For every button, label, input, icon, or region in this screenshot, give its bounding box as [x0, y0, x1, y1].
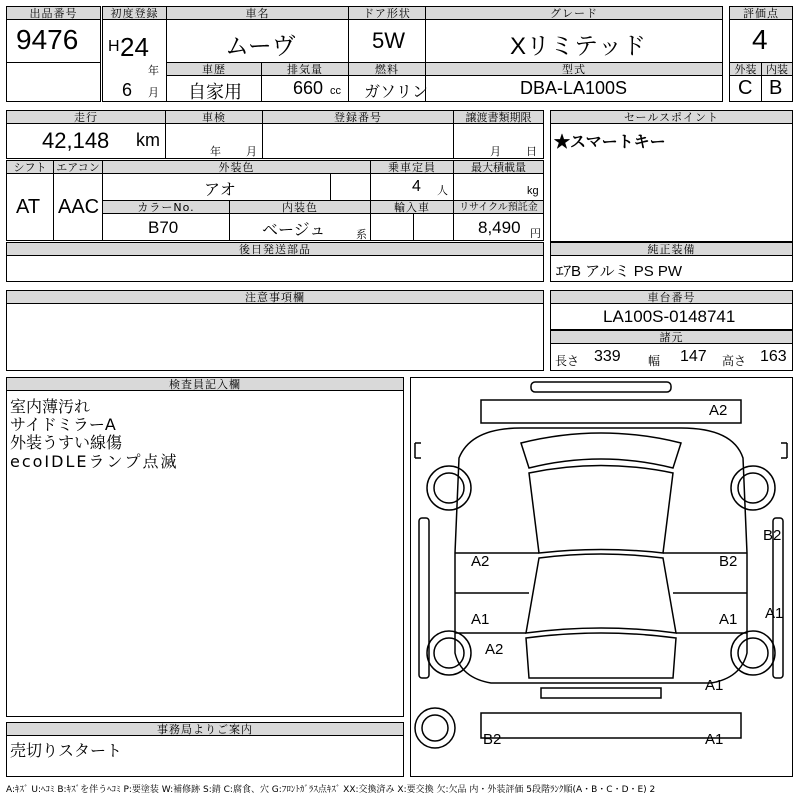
- name-label: 車名: [166, 6, 349, 20]
- inspector-line-4: ecoIDLEランプ点滅: [10, 452, 179, 471]
- int-color: ベージュ: [262, 222, 326, 239]
- inspector-line-2: サイドミラーA: [10, 415, 116, 434]
- import-label: 輸入車: [370, 200, 454, 214]
- transfer-month: 月: [490, 146, 501, 158]
- fuel-label: 燃料: [348, 62, 426, 76]
- interior-label: 内装: [761, 62, 793, 76]
- interior-grade: B: [769, 77, 783, 99]
- grade: Xリミテッド: [510, 33, 647, 60]
- color-label: 外装色: [102, 160, 371, 174]
- damage-mark-7: A1: [765, 605, 784, 622]
- door-type: 5W: [372, 28, 405, 53]
- reg-year-unit: 年: [148, 65, 159, 77]
- damage-mark-6: A1: [719, 611, 738, 628]
- grade-label: グレード: [425, 6, 723, 20]
- selling-label: セールスポイント: [550, 110, 793, 124]
- shift: AT: [16, 196, 41, 218]
- displacement-unit: cc: [330, 85, 341, 97]
- damage-mark-5: A1: [471, 611, 490, 628]
- load-unit: kg: [527, 185, 539, 197]
- specs-label: 諸元: [550, 330, 793, 344]
- exterior-grade: C: [738, 77, 753, 99]
- car-name: ムーヴ: [225, 33, 296, 60]
- displacement: 660: [293, 78, 324, 98]
- inspector-line-3: 外装うすい線傷: [10, 433, 123, 452]
- capacity-label: 乗車定員: [370, 160, 454, 174]
- lot-number: 9476: [16, 24, 79, 55]
- mileage: 42,148: [42, 128, 110, 153]
- height-label: 高さ: [722, 354, 747, 368]
- equipment-text: ｴｱB アルミ PS PW: [556, 263, 683, 280]
- transfer-label: 譲渡書類期限: [453, 110, 544, 124]
- door-label: ドア形状: [348, 6, 426, 20]
- notes-label: 注意事項欄: [6, 290, 544, 304]
- color-sub-cell: [330, 173, 371, 201]
- int-color-unit: 系: [356, 229, 367, 241]
- damage-mark-1: A2: [709, 402, 728, 419]
- damage-mark-11: A1: [705, 731, 724, 748]
- damage-mark-4: B2: [719, 553, 738, 570]
- transfer-day: 日: [526, 146, 537, 158]
- import-cell: [370, 213, 414, 241]
- specs-cell: [550, 343, 793, 371]
- score: 4: [752, 24, 768, 55]
- later-parts-label: 後日発送部品: [6, 242, 544, 256]
- inspection-year: 年: [210, 146, 221, 158]
- inspector-line-1: 室内薄汚れ: [10, 397, 91, 416]
- capacity: 4: [412, 178, 421, 195]
- import-cell-2: [413, 213, 454, 241]
- chassis-number: LA100S-0148741: [603, 307, 736, 326]
- recycle-unit: 円: [530, 228, 541, 240]
- plate-cell: [262, 123, 454, 159]
- colorno: B70: [148, 218, 179, 237]
- model: DBA-LA100S: [520, 78, 628, 98]
- reg-year: 24: [120, 32, 149, 62]
- damage-mark-10: B2: [483, 731, 502, 748]
- length-label: 長さ: [555, 354, 580, 368]
- inspector-label: 検査員記入欄: [6, 377, 404, 391]
- office-text: 売切りスタート: [10, 741, 123, 760]
- damage-mark-8: A2: [485, 641, 504, 658]
- inspection-label: 車検: [165, 110, 263, 124]
- history-label: 車歴: [166, 62, 262, 76]
- mileage-label: 走行: [6, 110, 166, 124]
- recycle: 8,490: [478, 218, 521, 237]
- later-parts-cell: [6, 255, 544, 282]
- lot-label: 出品番号: [6, 6, 101, 20]
- fuel: ガソリン: [364, 84, 429, 101]
- lot-empty-cell: [6, 62, 101, 102]
- shift-label: シフト: [6, 160, 54, 174]
- first-reg-label: 初度登録: [102, 6, 167, 20]
- plate-label: 登録番号: [262, 110, 454, 124]
- reg-month-unit: 月: [148, 87, 159, 99]
- colorno-label: カラーNo.: [102, 200, 230, 214]
- capacity-unit: 人: [437, 185, 448, 197]
- vehicle-diagram: [410, 377, 793, 777]
- inspection-month: 月: [246, 146, 257, 158]
- ac: AAC: [58, 196, 100, 218]
- era: H: [108, 38, 120, 55]
- equipment-label: 純正装備: [550, 242, 793, 256]
- car-outline: [411, 378, 792, 776]
- height: 163: [760, 348, 787, 365]
- model-label: 型式: [425, 62, 723, 76]
- length: 339: [594, 348, 621, 365]
- score-label: 評価点: [729, 6, 793, 20]
- damage-mark-3: A2: [471, 553, 490, 570]
- legend: A:ｷｽﾞ U:ﾍｺﾐ B:ｷｽﾞを伴うﾍｺﾐ P:要塗装 W:補修跡 S:錆 C:腐食、穴 G:ﾌﾛﾝﾄｶﾞﾗｽ点ｷｽﾞ XX:交換済み X:要交換 欠:欠品 内・外装評価 5段階ﾗﾝｸ順(A・B・C・D・E) 2: [6, 785, 656, 795]
- damage-mark-9: A1: [705, 677, 724, 694]
- office-label: 事務局よりご案内: [6, 722, 404, 736]
- int-color-label: 内装色: [229, 200, 371, 214]
- notes-cell: [6, 303, 544, 371]
- ac-label: エアコン: [53, 160, 103, 174]
- chassis-label: 車台番号: [550, 290, 793, 304]
- selling-text: ★スマートキー: [554, 134, 666, 151]
- width: 147: [680, 348, 707, 365]
- damage-mark-2: B2: [763, 527, 782, 544]
- exterior-label: 外装: [729, 62, 762, 76]
- load-label: 最大積載量: [453, 160, 544, 174]
- recycle-label: リサイクル預託金: [453, 200, 544, 214]
- reg-month: 6: [122, 80, 133, 100]
- mileage-unit: km: [136, 130, 160, 150]
- displacement-label: 排気量: [261, 62, 349, 76]
- width-label: 幅: [648, 354, 661, 368]
- history: 自家用: [188, 82, 242, 102]
- color: アオ: [204, 182, 236, 199]
